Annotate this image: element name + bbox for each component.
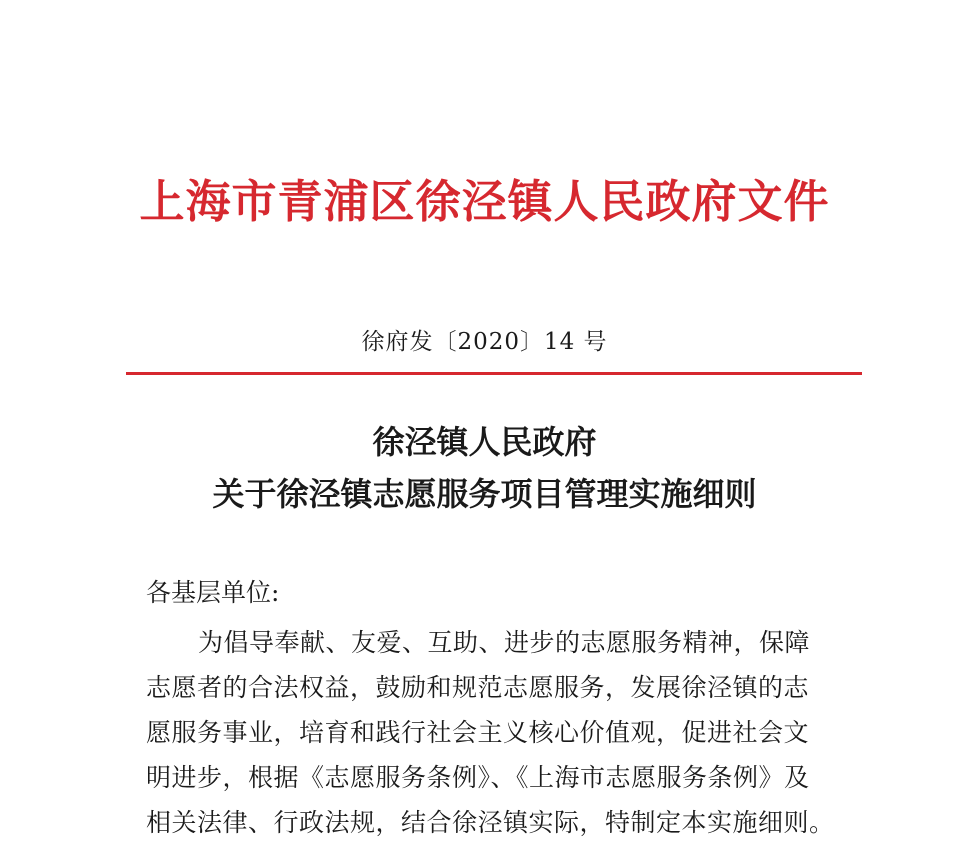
document-number: 徐府发〔2020〕14 号: [361, 329, 608, 355]
subject-line-1: 徐泾镇人民政府: [372, 423, 597, 461]
salutation: 各基层单位:: [146, 578, 280, 607]
body-paragraph: [146, 620, 846, 845]
subject-line-2: 关于徐泾镇志愿服务项目管理实施细则: [212, 475, 757, 513]
body-line: 愿服务事业，培育和践行社会主义核心价值观，促进社会文: [146, 718, 810, 747]
body-line: 相关法律、行政法规，结合徐泾镇实际，特制定本实施细则。: [146, 808, 835, 837]
body-line: 志愿者的合法权益，鼓励和规范志愿服务，发展徐泾镇的志: [146, 673, 810, 702]
body-line: 为倡导奉献、友爱、互助、进步的志愿服务精神，保障: [198, 628, 811, 657]
issuer-header: 上海市青浦区徐泾镇人民政府文件: [139, 175, 830, 228]
body-line: 明进步，根据《志愿服务条例》、《上海市志愿服务条例》及: [146, 763, 810, 792]
document-subject: [0, 416, 969, 520]
red-divider-line: [126, 372, 862, 375]
